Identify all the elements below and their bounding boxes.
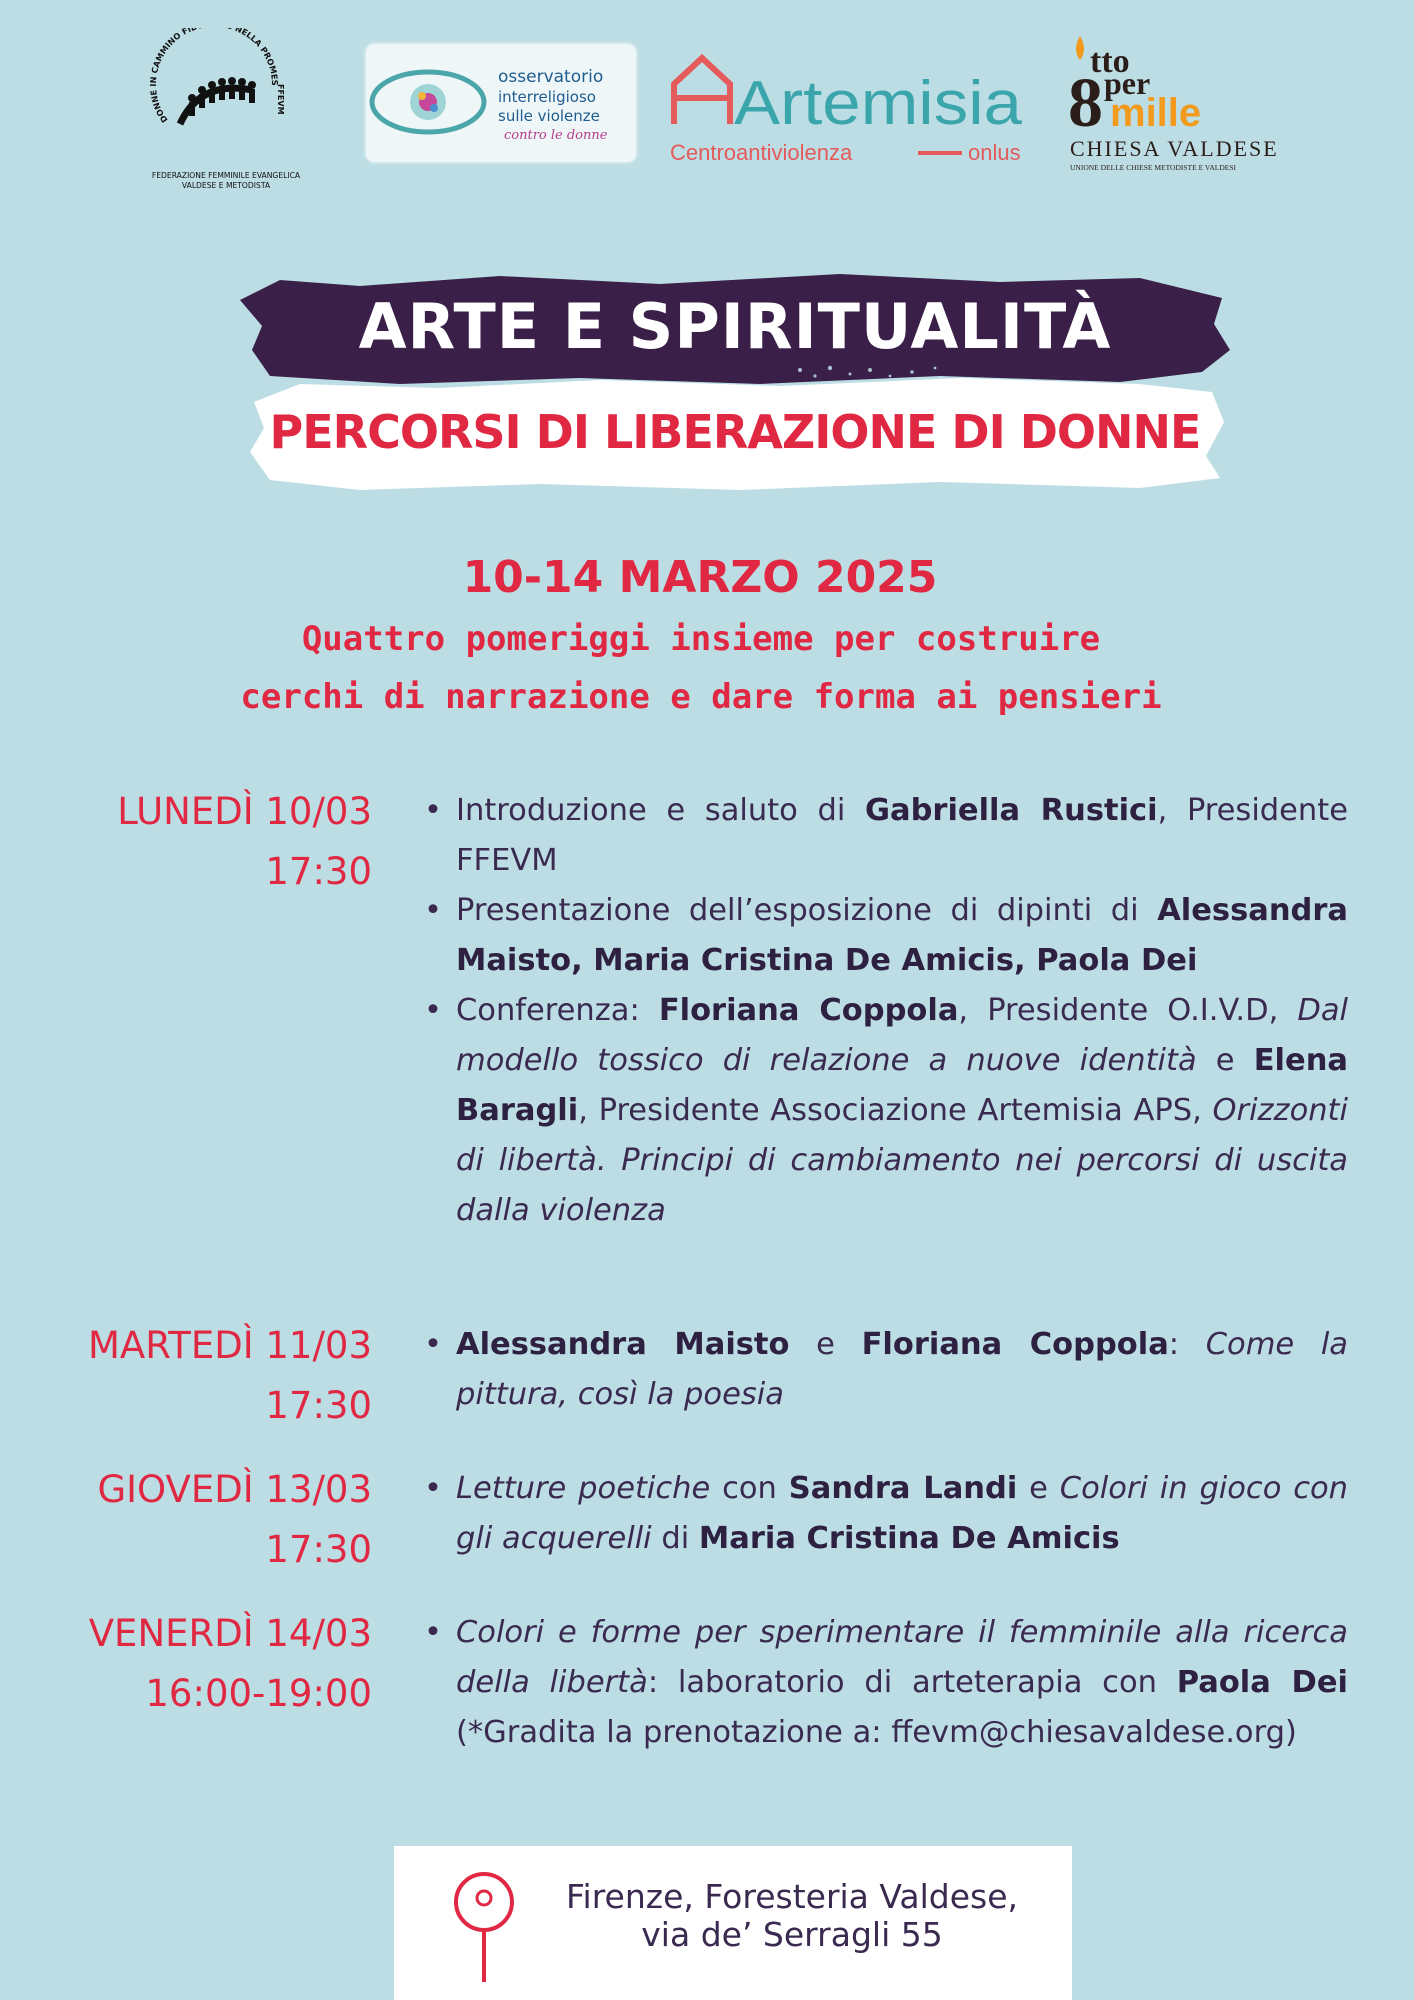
ffevm-side-text: FFEVM xyxy=(276,84,285,115)
otto-text: tto xyxy=(1090,43,1130,80)
location-box xyxy=(394,1846,1072,2000)
osservatorio-line1: osservatorio xyxy=(498,67,604,87)
activity-title: Letture poetiche xyxy=(456,1471,711,1506)
speaker-name: Elena Baragli xyxy=(456,1043,1348,1128)
location-line1: Firenze, Foresteria Valdese, xyxy=(565,1877,1019,1916)
talk-title: Come la pittura, così la poesia xyxy=(456,1327,1348,1412)
speaker-name: Alessandra Maisto xyxy=(456,1327,790,1362)
ottopermille-logo xyxy=(1064,28,1284,188)
speaker-name: Floriana Coppola xyxy=(658,993,959,1028)
talk-title: Dal modello tossico di relazione a nuove identità xyxy=(456,993,1348,1078)
talk-title: Orizzonti di libertà. Principi di cambiamento nei percorsi di uscita dalla violenza xyxy=(456,1093,1348,1228)
artemisia-logo xyxy=(668,50,1028,170)
house-icon xyxy=(674,58,730,124)
flame-icon xyxy=(1076,36,1084,60)
osservatorio-line3: sulle violenze xyxy=(498,107,600,125)
event-tagline-2: cerchi di narrazione e dare forma ai pensieri xyxy=(240,677,1162,717)
event-dates: 10-14 MARZO 2025 xyxy=(462,552,938,603)
speaker-name: Sandra Landi xyxy=(788,1471,1018,1506)
unione-text: UNIONE DELLE CHIESE METODISTE E VALDESI xyxy=(1070,163,1237,172)
partner-logos xyxy=(0,20,1414,190)
ffevm-caption-line2: VALDESE E METODISTA xyxy=(181,181,271,190)
per-text: per xyxy=(1104,65,1151,101)
day-program xyxy=(420,1608,1348,1758)
day-program xyxy=(420,786,1348,1236)
activity-title: Colori in gioco con gli acquerelli xyxy=(456,1471,1348,1556)
osservatorio-line4: contro le donne xyxy=(504,128,608,143)
speaker-name: Alessandra Maisto, Maria Cristina De Amicis, Paola Dei xyxy=(456,893,1348,978)
program-item: • Letture poetiche con Sandra Landi e Colori in gioco con gli acquerelli di Maria Cristina De Amicis xyxy=(420,1464,1348,1564)
day-label: MARTEDÌ 11/03 xyxy=(87,1324,372,1367)
ffevm-caption-line1: FEDERAZIONE FEMMINILE EVANGELICA xyxy=(151,171,301,180)
chiesa-valdese-text: CHIESA VALDESE xyxy=(1070,136,1279,161)
location-line2: via de’ Serragli 55 xyxy=(641,1915,943,1954)
program-item: • Conferenza: Floriana Coppola, Presidente O.I.V.D, Dal modello tossico di relazione a nuove identità e Elena Baragli, Presidente Associazione Artemisia APS, Orizzonti di libertà. Principi di cambiamento nei percorsi di uscita dalla violenza xyxy=(420,986,1348,1236)
day-time: 17:30 xyxy=(265,1528,372,1571)
mille-text: mille xyxy=(1110,91,1202,135)
event-title: ARTE E SPIRITUALITÀ xyxy=(358,290,1112,363)
day-time: 16:00-19:00 xyxy=(145,1672,372,1715)
program-item: • Colori e forme per sperimentare il femminile alla ricerca della libertà: laboratorio di arteterapia con Paola Dei (*Gradita la prenotazione a: ffevm@chiesavaldese.org) xyxy=(420,1608,1348,1758)
artemisia-name: Artemisia xyxy=(734,69,1023,138)
day-label: GIOVEDÌ 13/03 xyxy=(97,1468,372,1511)
ffevm-logo xyxy=(140,28,310,196)
event-subtitle: PERCORSI DI LIBERAZIONE DI DONNE xyxy=(269,405,1201,459)
booking-note: (*Gradita la prenotazione a: ffevm@chiesavaldese.org) xyxy=(456,1715,1297,1750)
map-pin-icon xyxy=(452,1870,522,1986)
location-address xyxy=(522,1878,1062,1954)
artemisia-sub-right: onlus xyxy=(968,140,1021,165)
day-label: LUNEDÌ 10/03 xyxy=(117,790,372,833)
speaker-name: Floriana Coppola xyxy=(861,1327,1169,1362)
artemisia-sub-left: Centroantiviolenza xyxy=(670,140,853,165)
program-item: • Introduzione e saluto di Gabriella Rustici, Presidente FFEVM xyxy=(420,786,1348,886)
day-time: 17:30 xyxy=(265,850,372,893)
program-item: • Alessandra Maisto e Floriana Coppola: Come la pittura, così la poesia xyxy=(420,1320,1348,1420)
day-label: VENERDÌ 14/03 xyxy=(88,1612,372,1655)
speaker-name: Gabriella Rustici xyxy=(864,793,1158,828)
speaker-name: Paola Dei xyxy=(1176,1665,1349,1700)
activity-title: Colori e forme per sperimentare il femminile alla ricerca della libertà xyxy=(456,1615,1348,1700)
day-time: 17:30 xyxy=(265,1384,372,1427)
osservatorio-logo xyxy=(366,44,636,162)
title-banner xyxy=(240,272,1230,492)
day-program xyxy=(420,1464,1348,1564)
osservatorio-line2: interreligioso xyxy=(498,88,596,106)
day-program xyxy=(420,1320,1348,1420)
event-intro xyxy=(0,546,1414,726)
speaker-name: Maria Cristina De Amicis xyxy=(698,1521,1120,1556)
eight-text: 8 xyxy=(1068,65,1103,142)
ffevm-logo-arc-text: DONNE IN CAMMINO FI NELLA PROMES xyxy=(147,28,281,125)
event-tagline-1: Quattro pomeriggi insieme per costruire xyxy=(301,619,1101,659)
program-item: • Presentazione dell’esposizione di dipinti di Alessandra Maisto, Maria Cristina De Amicis, Paola Dei xyxy=(420,886,1348,986)
